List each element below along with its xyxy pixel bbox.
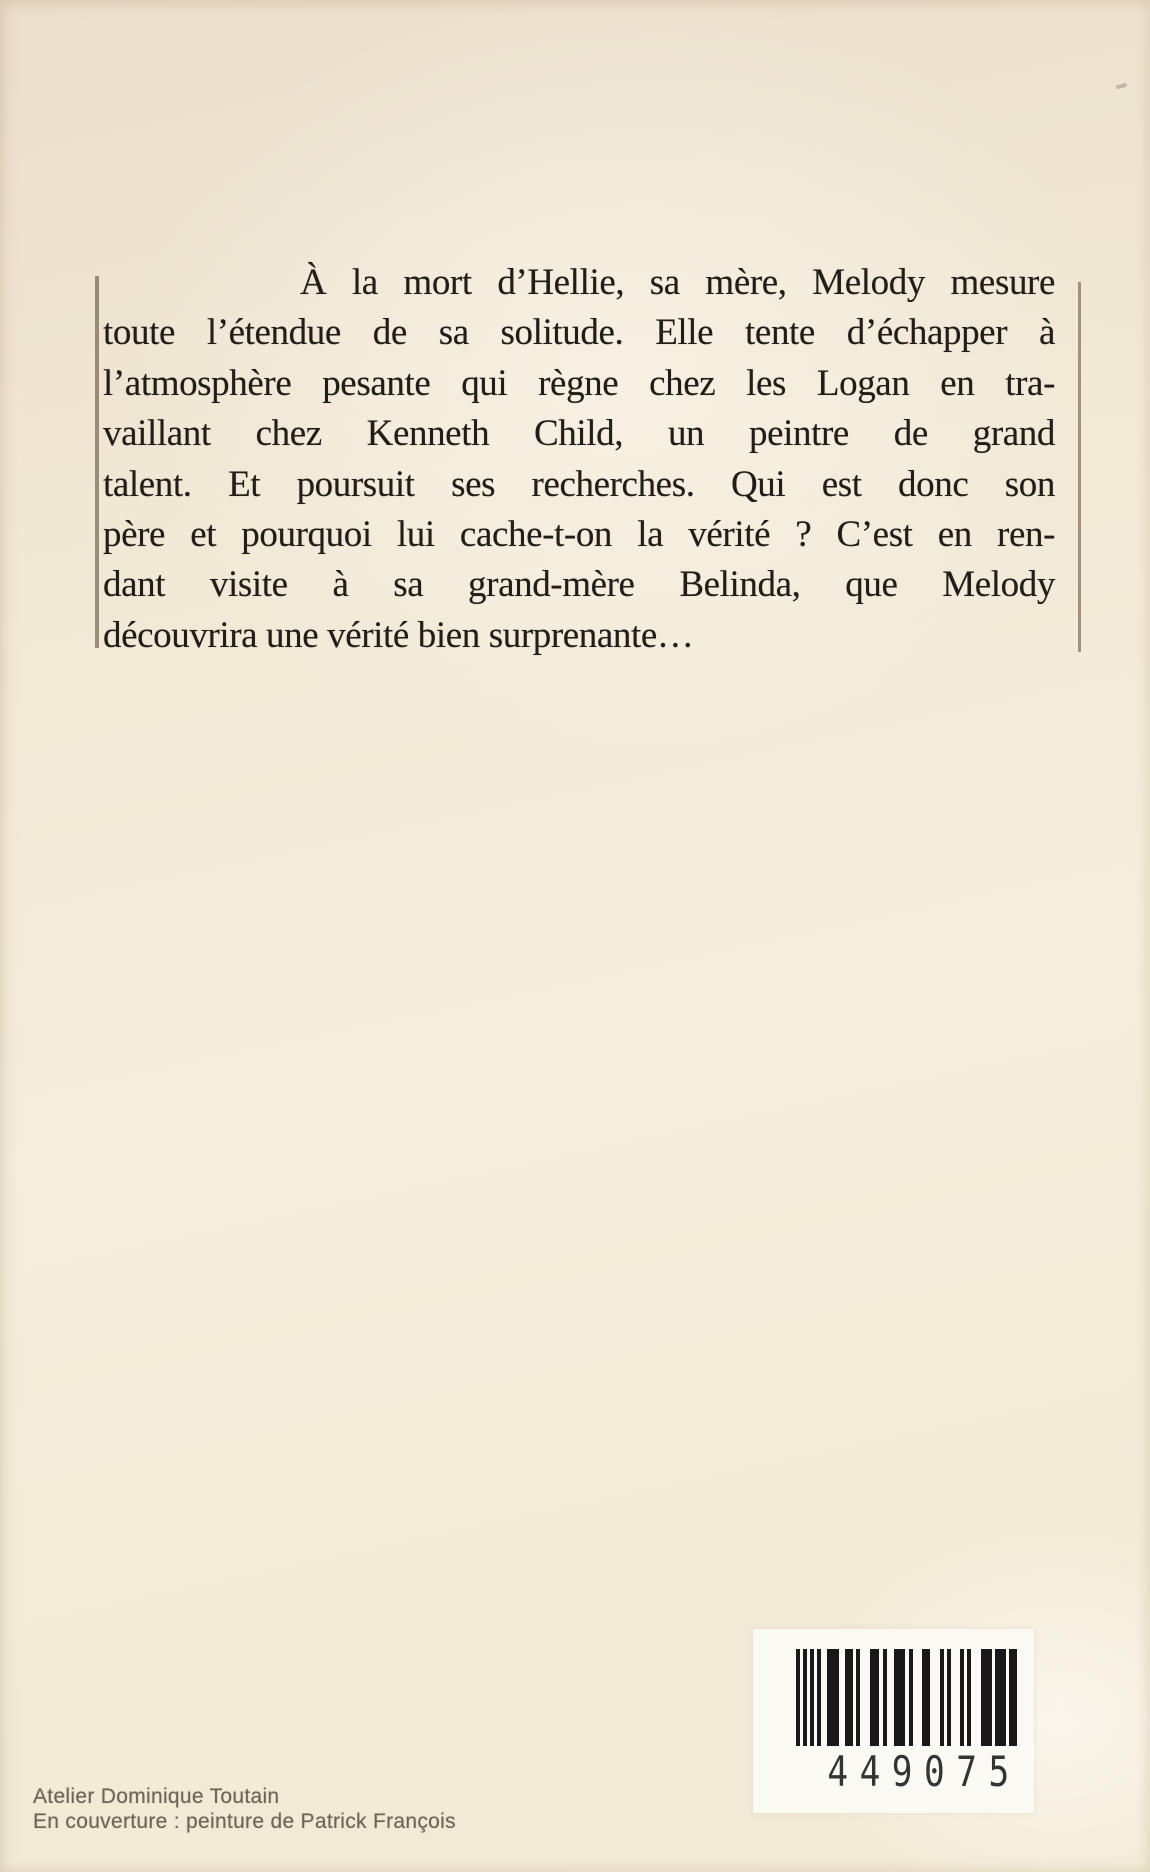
barcode-bar [827,1649,839,1746]
credit-studio: Atelier Dominique Toutain [33,1785,280,1808]
blurb-line: père et pourquoi lui cache-t-on la vérité ? C’est en ren- [103,513,1055,555]
blurb-line: toute l’étendue de sa solitude. Elle tente d’échapper à [103,312,1055,354]
blurb-line: À la mort d’Hellie, sa mère, Melody mesure [300,262,1055,303]
barcode-number: 449075 [827,1747,1021,1796]
blurb-line: vaillant chez Kenneth Child, un peintre de grand [103,413,1055,455]
barcode-bar [894,1649,905,1746]
barcode-bar [981,1649,992,1746]
barcode-bar [845,1649,853,1746]
blurb-line: l’atmosphère pesante qui règne chez les Logan en tra- [103,362,1055,404]
barcode-bar [856,1649,860,1746]
blurb-line: talent. Et poursuit ses recherches. Qui est donc son [103,463,1055,505]
barcode [796,1649,1017,1746]
paper-blemish [1116,83,1128,90]
credits [33,1784,456,1834]
barcode-bar [967,1649,971,1746]
barcode-bar [883,1649,887,1746]
barcode-bar [922,1649,930,1746]
blurb-text [103,258,1055,661]
barcode-bar [960,1649,964,1746]
blurb-line: découvrira une vérité bien surprenante… [103,614,694,656]
barcode-bar [940,1649,944,1746]
barcode-bar [796,1649,800,1746]
barcode-bar [909,1649,913,1746]
blurb-line: dant visite à sa grand-mère Belinda, que Melody [103,564,1055,606]
blurb-left-rule [95,276,99,648]
barcode-bar [1009,1649,1017,1746]
barcode-bar [995,1649,1006,1746]
barcode-panel [753,1629,1034,1813]
barcode-bar [810,1649,814,1746]
barcode-bar [870,1649,879,1746]
barcode-bar [803,1649,807,1746]
barcode-bar [817,1649,821,1746]
blurb-right-rule [1078,282,1081,652]
credit-cover-artist: En couverture : peinture de Patrick François [33,1810,456,1833]
barcode-bar [947,1649,951,1746]
